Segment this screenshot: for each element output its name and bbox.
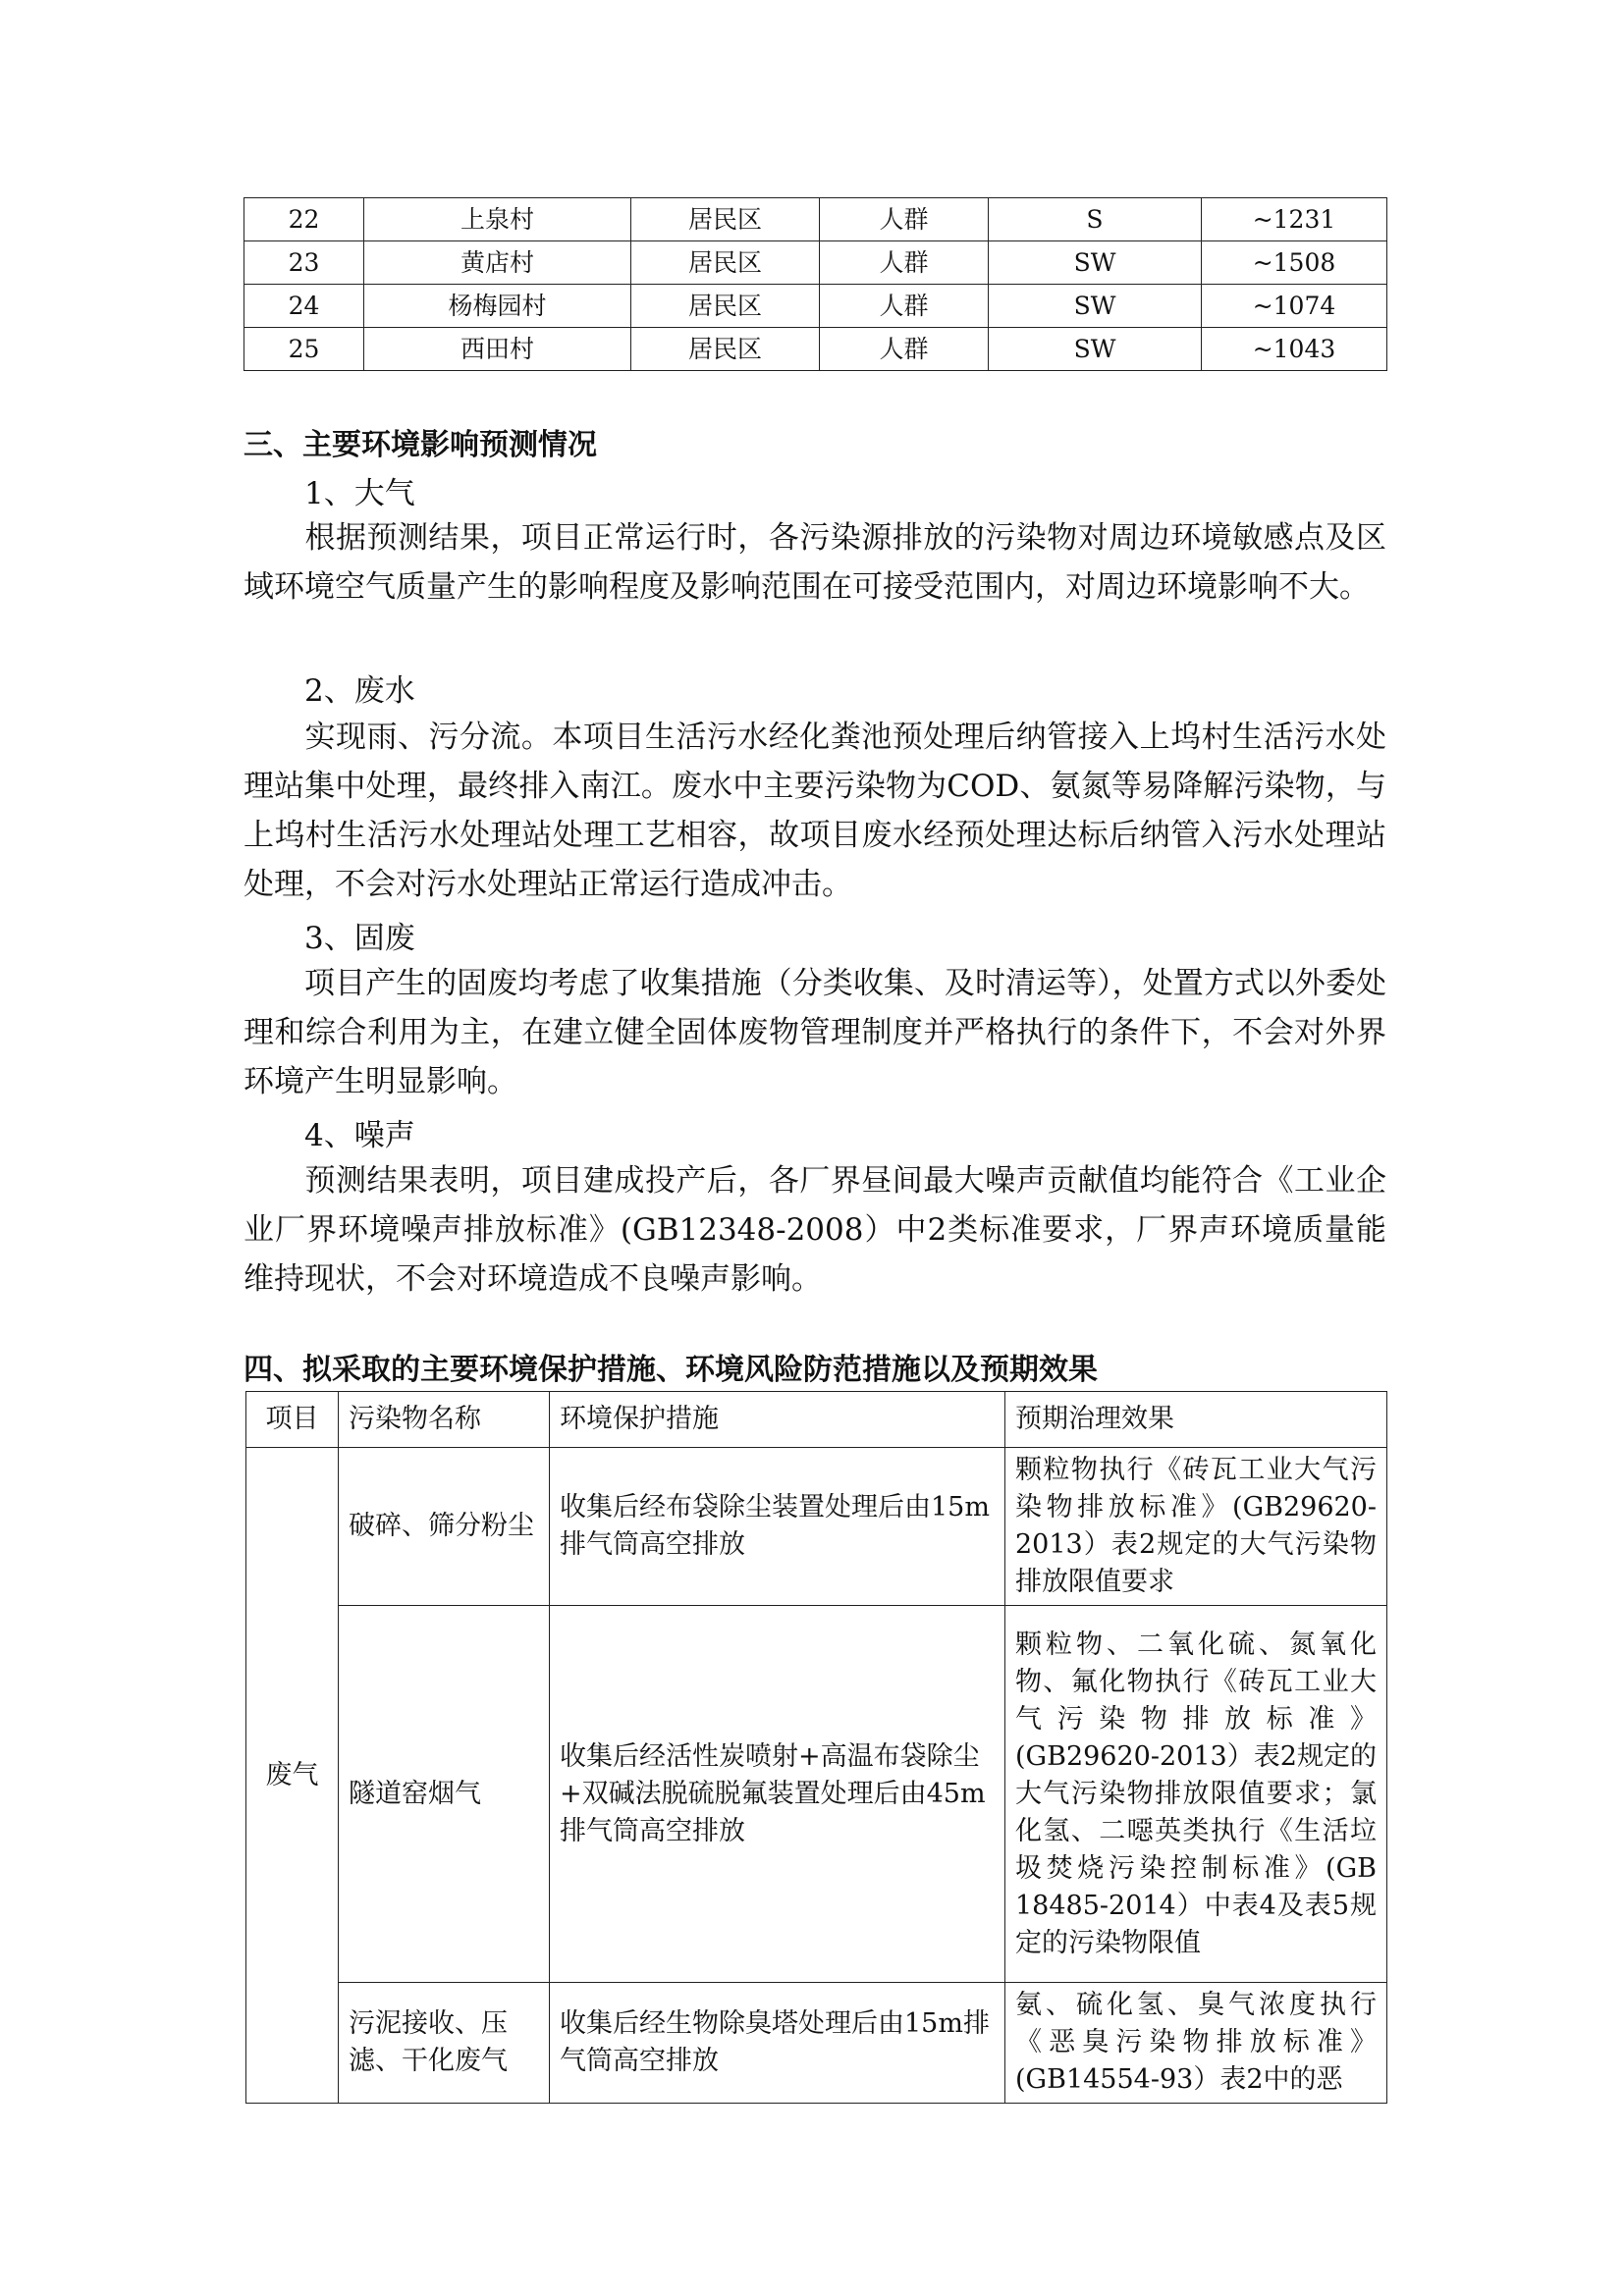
item-text: 项目产生的固废均考虑了收集措施（分类收集、及时清运等），处置方式以外委处理和综合利用为主，在建立健全固体废物管理制度并严格执行的条件下，不会对外界环境产生明显影响。	[244, 966, 1386, 1099]
table-row	[244, 241, 1387, 285]
pollutant-name: 隧道窑烟气	[339, 1606, 550, 1983]
section4-title: 四、拟采取的主要环境保护措施、环境风险防范措施以及预期效果	[244, 1353, 1098, 1387]
protection-measure: 收集后经生物除臭塔处理后由15m排气筒高空排放	[550, 1983, 1005, 2104]
village-name: 西田村	[364, 328, 631, 371]
direction: SW	[989, 328, 1202, 371]
section3-title: 三、主要环境影响预测情况	[244, 428, 597, 462]
row-index: 23	[244, 241, 364, 285]
area-type: 居民区	[631, 285, 820, 328]
pollutant-name: 污泥接收、压滤、干化废气	[339, 1983, 550, 2104]
item-text: 根据预测结果，项目正常运行时，各污染源排放的污染物对周边环境敏感点及区域环境空气质量产生的影响程度及影响范围在可接受范围内，对周边环境影响不大。	[244, 520, 1386, 605]
row-index: 25	[244, 328, 364, 371]
header-item: 项目	[246, 1392, 339, 1448]
category-waste-gas: 废气	[246, 1448, 339, 2104]
table-header-row	[246, 1392, 1387, 1448]
table-row	[244, 328, 1387, 371]
expected-effect: 颗粒物、二氧化硫、氮氧化物、氟化物执行《砖瓦工业大气污染物排放标准》(GB29620-2013）表2规定的大气污染物排放限值要求；氯化氢、二噁英类执行《生活垃圾焚烧污染控制标准》(GB 18485-2014）中表4及表5规定的污染物限值	[1005, 1606, 1387, 1983]
distance: ~1231	[1202, 198, 1387, 241]
target: 人群	[820, 241, 989, 285]
direction: SW	[989, 285, 1202, 328]
area-type: 居民区	[631, 241, 820, 285]
distance: ~1074	[1202, 285, 1387, 328]
direction: S	[989, 198, 1202, 241]
item-text: 预测结果表明，项目建成投产后，各厂界昼间最大噪声贡献值均能符合《工业企业厂界环境噪声排放标准》(GB12348-2008）中2类标准要求，厂界声环境质量能维持现状，不会对环境造成不良噪声影响。	[244, 1163, 1386, 1297]
row-index: 22	[244, 198, 364, 241]
item-heading-noise: 4、噪声	[304, 1118, 415, 1153]
direction: SW	[989, 241, 1202, 285]
header-measure: 环境保护措施	[550, 1392, 1005, 1448]
item-heading-air: 1、大气	[304, 476, 415, 511]
village-name: 上泉村	[364, 198, 631, 241]
item-text: 实现雨、污分流。本项目生活污水经化粪池预处理后纳管接入上坞村生活污水处理站集中处理，最终排入南江。废水中主要污染物为COD、氨氮等易降解污染物，与上坞村生活污水处理站处理工艺相容，故项目废水经预处理达标后纳管入污水处理站处理，不会对污水处理站正常运行造成冲击。	[244, 720, 1386, 902]
target: 人群	[820, 198, 989, 241]
village-name: 杨梅园村	[364, 285, 631, 328]
village-name: 黄店村	[364, 241, 631, 285]
expected-effect: 氨、硫化氢、臭气浓度执行《恶臭污染物排放标准》(GB14554-93）表2中的恶	[1005, 1983, 1387, 2104]
table-row	[246, 1983, 1387, 2104]
distance: ~1508	[1202, 241, 1387, 285]
area-type: 居民区	[631, 198, 820, 241]
table-row	[244, 285, 1387, 328]
distance: ~1043	[1202, 328, 1387, 371]
table-row	[244, 198, 1387, 241]
pollutant-name: 破碎、筛分粉尘	[339, 1448, 550, 1606]
protection-measure: 收集后经活性炭喷射+高温布袋除尘+双碱法脱硫脱氟装置处理后由45m排气筒高空排放	[550, 1606, 1005, 1983]
item-text-noise	[244, 1156, 1386, 1304]
header-effect: 预期治理效果	[1005, 1392, 1387, 1448]
area-type: 居民区	[631, 328, 820, 371]
item-text-wastewater	[244, 713, 1386, 909]
item-heading-solid-waste: 3、固废	[304, 921, 415, 956]
header-pollutant: 污染物名称	[339, 1392, 550, 1448]
item-text-solid-waste	[244, 959, 1386, 1106]
row-index: 24	[244, 285, 364, 328]
sensitive-points-table	[244, 197, 1387, 371]
target: 人群	[820, 328, 989, 371]
target: 人群	[820, 285, 989, 328]
table-row	[246, 1448, 1387, 1606]
measures-table	[245, 1391, 1387, 2104]
expected-effect: 颗粒物执行《砖瓦工业大气污染物排放标准》(GB29620-2013）表2规定的大气污染物排放限值要求	[1005, 1448, 1387, 1606]
table-row	[246, 1606, 1387, 1983]
item-heading-wastewater: 2、废水	[304, 673, 415, 709]
item-text-air	[244, 513, 1386, 612]
protection-measure: 收集后经布袋除尘装置处理后由15m排气筒高空排放	[550, 1448, 1005, 1606]
